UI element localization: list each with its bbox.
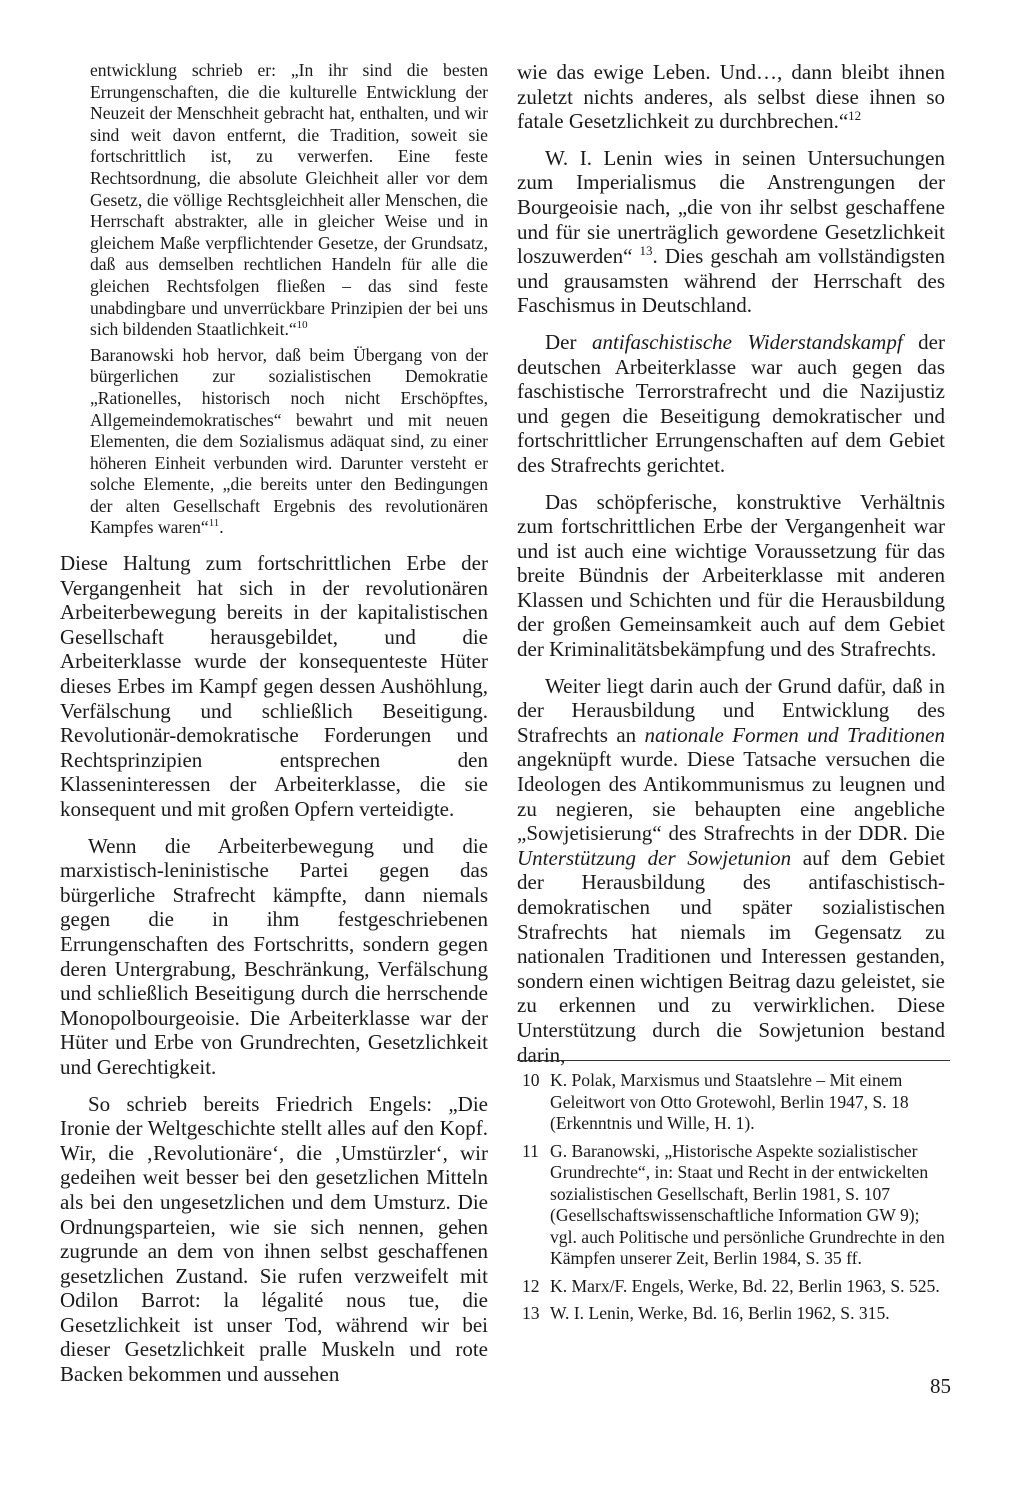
footnote	[522, 1276, 950, 1298]
emphasis: antifaschistische Widerstandskampf	[592, 329, 903, 354]
emphasis: nationale Formen und Traditionen	[644, 722, 945, 747]
footnote	[522, 1141, 950, 1270]
footnote-number: 13	[522, 1303, 540, 1323]
body-paragraph: Diese Haltung zum fortschrittlichen Erbe der Vergangenheit hat sich in der revolutionären Arbeiterbewegung bereits in der kapitalistischen Gesellschaft herausgebildet, und die Arbeiterklasse wurde der konsequenteste Hüter dieses Erbes im Kampf gegen dessen Aushöhlung, Verfälschung und schließlich Beseitigung. Revolutionär-demokratische Forderungen und Rechtsprinzipien entsprechen den Klasseninteressen der Arbeiterklasse, die sie konsequent und mit großen Opfern verteidigte.	[60, 551, 488, 821]
emphasis: Unterstützung der Sowjetunion	[517, 845, 792, 870]
body-paragraph: Wenn die Arbeiterbewegung und die marxistisch-leninistische Partei gegen das bürgerliche Strafrecht kämpfte, dann niemals gegen die in ihm festgeschriebenen Errungenschaften des Fortschritts, sondern gegen deren Untergrabung, Beschränkung, Verfälschung und schließlich Beseitigung durch die herrschende Monopolbourgeoisie. Die Arbeiterklasse war der Hüter und Erbe von Grundrechten, Gesetzlichkeit und Gerechtigkeit.	[60, 833, 488, 1079]
body-paragraph: wie das ewige Leben. Und…, dann bleibt ihnen zuletzt nichts anderes, als selbst diese ihnen so fatale Gesetzlichkeit zu durchbrechen.“$^{12}$	[517, 60, 945, 134]
footnote-number: 12	[522, 1275, 540, 1296]
page-number: 85	[930, 1374, 951, 1398]
footnote-text: K. Marx/F. Engels, Werke, Bd. 22, Berlin 1963, S. 525.	[550, 1275, 940, 1296]
footnote-text: G. Baranowski, „Historische Aspekte sozialistischer Grundrechte“, in: Staat und Recht in der entwickelten sozialistischen Gesellschaft, Berlin 1981, S. 107 (Gesellschaftswissenschaftliche Information GW 9); vgl. auch Politische und persönliche Grundrechte in den Kämpfen unserer Zeit, Berlin 1984, S. 35 ff.	[550, 1140, 945, 1268]
footnote-number: 10	[522, 1070, 540, 1090]
body-paragraph: W. I. Lenin wies in seinen Untersuchungen zum Imperialismus die Anstrengungen der Bourgeoisie nach, „die von ihr selbst geschaffene und für sie unerträglich gewordene Gesetzlichkeit loszuwerden“ $^{13}$. Dies geschah am vollständigsten und grausamsten während der Herrschaft des Faschismus in Deutschland.	[517, 145, 946, 318]
body-paragraph: Der antifaschistische Widerstandskampf der deutschen Arbeiterklasse war auch gegen das faschistische Terrorstrafrecht und die Nazijustiz und gegen die Beseitigung demokratischer und fortschrittlicher Errungenschaften auf dem Gebiet des Strafrechts gerichtet.	[517, 329, 945, 477]
body-paragraph: Das schöpferische, konstruktive Verhältnis zum fortschrittlichen Erbe der Vergangenheit war und ist auch eine wichtige Voraussetzung für das breite Bündnis der Arbeiterklasse mit anderen Klassen und Schichten und für die Herausbildung der großen Gemeinsamkeit auch auf dem Gebiet der Kriminalitätsbekämpfung und des Strafrechts.	[517, 489, 945, 662]
footnote-ref: 13	[639, 243, 653, 259]
footnotes	[522, 1070, 950, 1331]
footnote-number: 11	[522, 1140, 539, 1161]
body-paragraph: Weiter liegt darin auch der Grund dafür, daß in der Herausbildung und Entwicklung des Strafrechts an nationale Formen und Traditionen angeknüpft wurde. Diese Tatsache versuchen die Ideologen des Antikommunismus zu leugnen und zu negieren, sie behaupten eine angebliche „Sowjetisierung“ des Strafrechts in der DDR. Die Unterstützung der Sowjetunion auf dem Gebiet der Herausbildung des antifaschistisch-demokratischen und später sozialistischen Strafrechts hat niemals im Gegensatz zu nationalen Traditionen und Interessen gestanden, sondern einen wichtigen Beitrag dazu geleistet, sie zu erkennen und zu verwirklichen. Diese Unterstützung durch die Sowjetunion bestand darin,	[517, 673, 945, 1067]
left-column	[60, 60, 488, 1399]
body-paragraph: So schrieb bereits Friedrich Engels: „Die Ironie der Weltgeschichte stellt alles auf den Kopf. Wir, die ‚Revolutionäre‘, die ‚Umstürzler‘, wir gedeihen weit besser bei den gesetzlichen Mitteln als bei den ungesetzlichen und dem Umsturz. Die Ordnungsparteien, wie sie sich nennen, gehen zugrunde an dem von ihnen selbst geschaffenen gesetzlichen Zustand. Sie rufen verzweifelt mit Odilon Barrot: la légalité nous tue, die Gesetzlichkeit ist unser Tod, während wir bei dieser Gesetzlichkeit pralle Muskeln und rote Backen bekommen und aussehen	[60, 1091, 488, 1387]
footnote-ref: 12	[848, 108, 862, 124]
quote-paragraph: entwicklung schrieb er: „In ihr sind die besten Errungenschaften, die die kulturelle Entwicklung der Neuzeit der Menschheit gebracht hat, enthalten, und wir sind weit davon entfernt, die Tradition, soweit sie fortschrittlich ist, zu verwerfen. Eine feste Rechtsordnung, die absolute Gleichheit aller vor dem Gesetz, die völlige Rechtsgleichheit aller Menschen, die Herrschaft abstrakter, alle in gleicher Weise und in gleichem Maße verpflichtender Gesetze, der Grundsatz, daß aus demselben rechtlichen Handeln für alle die gleichen Rechtsfolgen fließen – das sind feste unabdingbare und unverrückbare Prinzipien der bei uns sich bildenden Staatlichkeit.“$^{10}$	[90, 60, 488, 340]
footnote-divider	[517, 1060, 950, 1061]
quote-paragraph: Baranowski hob hervor, daß beim Übergang von der bürgerlichen zur sozialistischen Demokratie „Rationelles, historisch noch nicht Erschöpftes, Allgemeindemokratisches“ bewahrt und mit neuen Elementen, die dem Sozialismus adäquat sind, zu einer höheren Einheit verbunden wird. Darunter versteht er solche Elemente, „die bereits unter den Bedingungen der alten Gesellschaft Ergebnis des revolutionären Kampfes waren“$^{11}$.	[90, 344, 488, 538]
footnote	[522, 1303, 950, 1325]
footnote	[522, 1070, 950, 1135]
footnote-ref: 11	[208, 517, 220, 530]
right-column	[517, 60, 945, 1079]
footnote-ref: 10	[296, 319, 308, 332]
footnote-text: K. Polak, Marxismus und Staatslehre – Mit einem Geleitwort von Otto Grotewohl, Berlin 1947, S. 18 (Erkenntnis und Wille, H. 1).	[550, 1070, 909, 1133]
block-quote	[90, 60, 488, 539]
footnote-text: W. I. Lenin, Werke, Bd. 16, Berlin 1962, S. 315.	[550, 1303, 890, 1323]
